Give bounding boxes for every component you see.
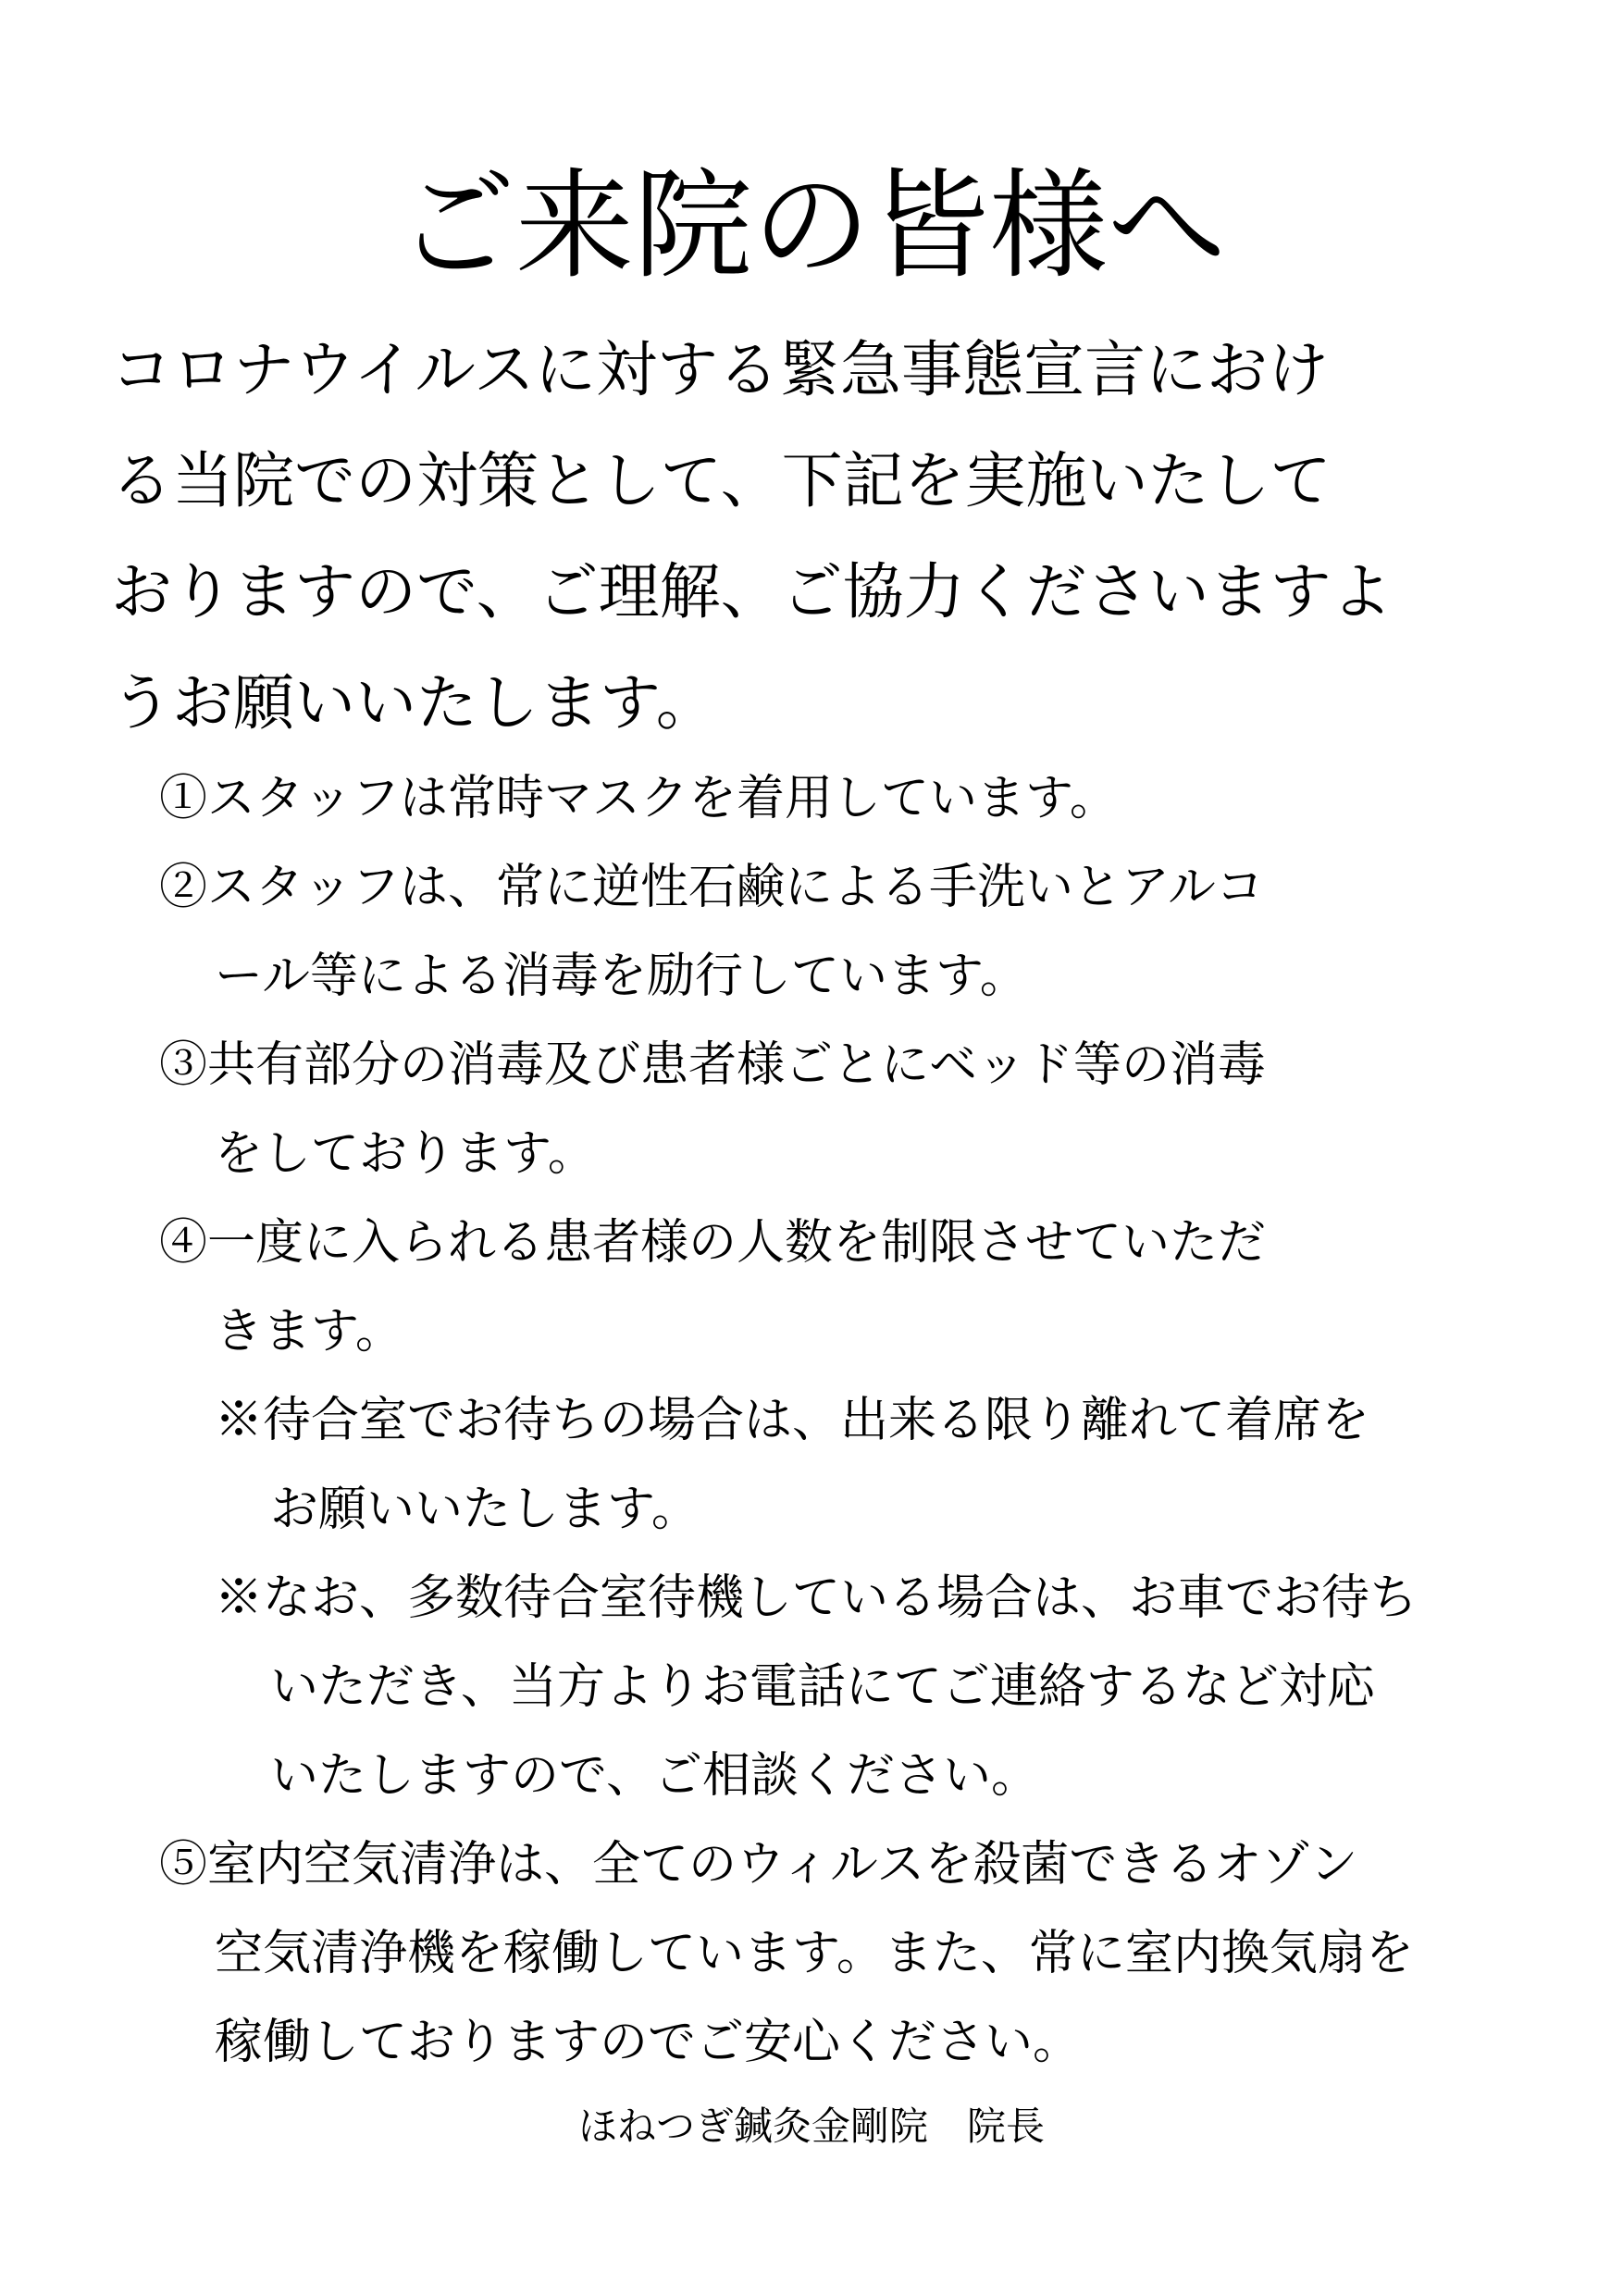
- intro-paragraph: [111, 315, 1518, 759]
- measure-item-5: [159, 1820, 1510, 2087]
- measure-item-text: ②スタッフは、常に逆性石鹸による手洗いとアルコ: [159, 860, 1264, 915]
- note-text: ※待合室でお待ちの場合は、出来る限り離れて着席を: [215, 1393, 1370, 1448]
- note-continuation: いただき、当方よりお電話にてご連絡するなど対応: [270, 1659, 1375, 1715]
- intro-line: コロナウイルスに対する緊急事態宣言におけ: [111, 334, 1330, 405]
- measure-item-2: [159, 843, 1510, 1021]
- measure-item-text: ④一度に入られる患者様の人数を制限させていただ: [159, 1215, 1267, 1271]
- waiting-room-note: [159, 1376, 1510, 1554]
- intro-line: る当院での対策として、下記を実施いたして: [111, 445, 1332, 516]
- measure-item-1: [159, 754, 1510, 843]
- note-continuation: お願いいたします。: [270, 1482, 700, 1537]
- measure-item-text: ⑤室内空気清浄は、全てのウィルスを殺菌できるオゾン: [159, 1837, 1358, 1893]
- note-continuation: いたしますので、ご相談ください。: [270, 1748, 1039, 1804]
- measures-list: [159, 754, 1510, 2087]
- intro-line: うお願いいたします。: [111, 667, 717, 738]
- measure-item-continuation: 空気清浄機を稼働しています。また、常に室内換気扇を: [215, 1926, 1414, 1981]
- car-waiting-note: [159, 1554, 1510, 1820]
- note-text: ※なお、多数待合室待機している場合は、お車でお待ち: [215, 1570, 1419, 1626]
- measure-item-continuation: をしております。: [215, 1126, 596, 1182]
- measure-item-text: ①スタッフは常時マスクを着用しています。: [159, 771, 1118, 826]
- intro-line: おりますので、ご理解、ご協力くださいますよ: [111, 556, 1393, 627]
- page-title: ご来院の皆様へ: [396, 157, 1226, 295]
- measure-item-3: [159, 1021, 1510, 1198]
- measure-item-continuation: ール等による消毒を励行しています。: [215, 949, 1028, 1004]
- measure-item-continuation: 稼働しておりますのでご安心ください。: [215, 2015, 1082, 2070]
- measure-item-4: [159, 1198, 1510, 1820]
- measure-item-continuation: きます。: [215, 1304, 403, 1359]
- clinic-signature: ほねつぎ鍼灸金剛院 院長: [577, 2104, 1045, 2149]
- measure-item-text: ③共有部分の消毒及び患者様ごとにベッド等の消毒: [159, 1037, 1267, 1093]
